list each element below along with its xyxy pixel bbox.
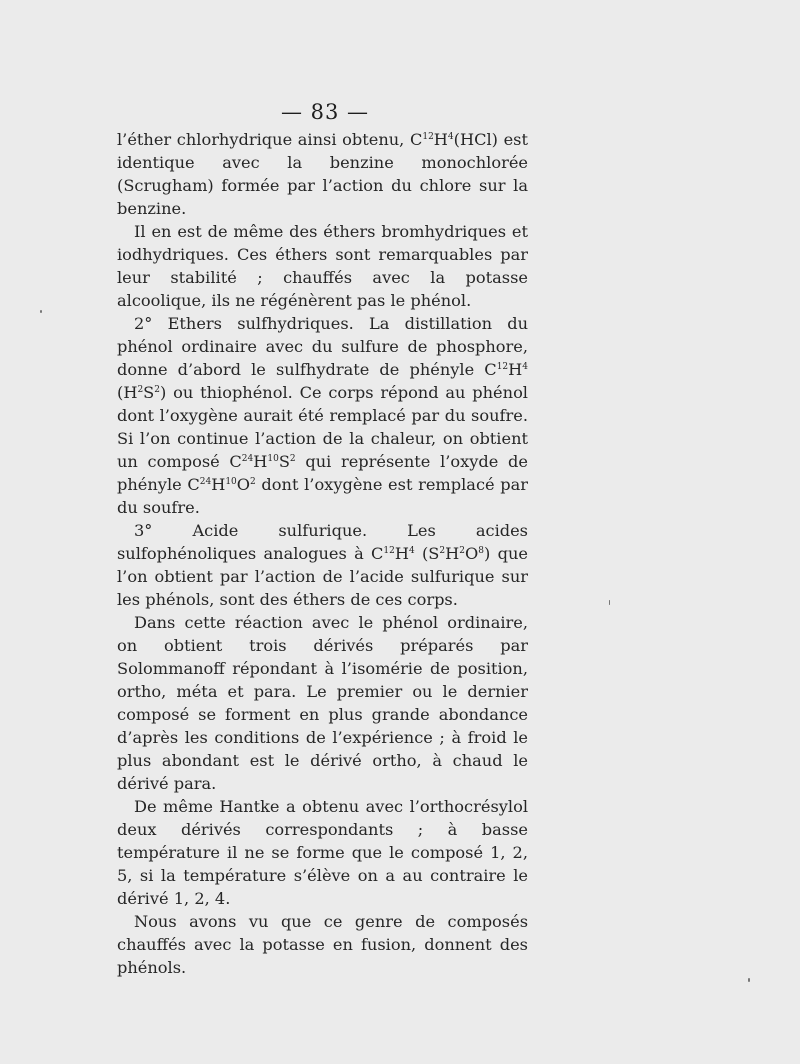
superscript: 10: [267, 454, 279, 464]
text-run: l’éther chlorhydrique ainsi obtenu, C: [117, 130, 423, 149]
text-run: H: [508, 360, 523, 379]
superscript: 24: [241, 454, 254, 464]
body-text: [117, 128, 528, 979]
text-run: ) ou thiophénol. Ce corps répond au phénol dont l’oxygène aurait été remplacé par du soufre. Si l’on continue l’action de la chaleur, on obtient un composé C: [117, 383, 528, 471]
text-run: dont l’oxygène est remplacé par du soufre.: [117, 475, 528, 517]
text-run: H: [433, 130, 448, 149]
superscript: 4: [408, 546, 415, 556]
text-run: O: [236, 475, 251, 494]
superscript: 12: [422, 132, 434, 142]
paragraph: [117, 795, 528, 910]
superscript: 2: [154, 385, 160, 395]
superscript: 2: [459, 546, 465, 556]
text-run: H: [394, 544, 409, 563]
superscript: 4: [522, 362, 528, 372]
paragraph: [117, 128, 528, 220]
paragraph: [117, 519, 528, 611]
text-run: ) que l’on obtient par l’action de l’acide sulfurique sur les phénols, sont des éthers de ces corps.: [117, 544, 528, 609]
superscript: 24: [199, 477, 212, 487]
superscript: 12: [496, 362, 509, 372]
text-run: (S: [414, 544, 440, 563]
text-run: (HCl) est identique avec la benzine monochlorée (Scrugham) formée par l’action du chlore sur la benzine.: [117, 130, 528, 218]
page-number: — 83 —: [280, 100, 370, 124]
text-run: S: [278, 452, 290, 471]
text-run: H: [445, 544, 460, 563]
text-run: H: [211, 475, 226, 494]
text-run: Dans cette réaction avec le phénol ordinaire, on obtient trois dérivés préparés par Solommanoff répondant à l’isomérie de position, ortho, méta et para. Le premier ou le dernier composé se forment en plus grande abondance d’après les conditions de l’expérience ; à froid le plus abondant est le dérivé ortho, à chaud le dérivé para.: [117, 613, 528, 793]
ink-speck: [748, 978, 750, 982]
superscript: 2: [439, 546, 446, 556]
superscript: 4: [447, 132, 454, 142]
ink-speck: [609, 600, 610, 605]
text-run: S: [143, 383, 155, 402]
text-run: De même Hantke a obtenu avec l’orthocrésylol deux dérivés correspondants ; à basse température il ne se forme que le composé 1, 2, 5, si la température s’élève on a au contraire le dérivé 1, 2, 4.: [117, 797, 528, 908]
text-run: Il en est de même des éthers bromhydriques et iodhydriques. Ces éthers sont remarquables par leur stabilité ; chauffés avec la potasse alcoolique, ils ne régénèrent pas le phénol.: [117, 222, 528, 310]
superscript: 2: [289, 454, 296, 464]
text-run: 2° Ethers sulfhydriques. La distillation du phénol ordinaire avec du sulfure de phosphore, donne d’abord le sulfhydrate de phényle C: [117, 314, 528, 379]
superscript: 10: [225, 477, 237, 487]
superscript: 2: [250, 477, 256, 487]
text-run: O: [465, 544, 479, 563]
text-run: qui représente l’oxyde de phényle C: [117, 452, 528, 494]
text-run: 3° Acide sulfurique. Les acides sulfophénoliques analogues à C: [117, 521, 528, 563]
text-run: (H: [117, 383, 138, 402]
paragraph: [117, 910, 528, 979]
superscript: 12: [383, 546, 395, 556]
paragraph: [117, 611, 528, 795]
ink-speck: [40, 310, 42, 313]
paragraph: [117, 312, 528, 519]
superscript: 8: [478, 546, 485, 556]
text-run: Nous avons vu que ce genre de composés chauffés avec la potasse en fusion, donnent des phénols.: [117, 912, 528, 977]
text-run: H: [253, 452, 268, 471]
superscript: 2: [137, 385, 144, 395]
paragraph: [117, 220, 528, 312]
